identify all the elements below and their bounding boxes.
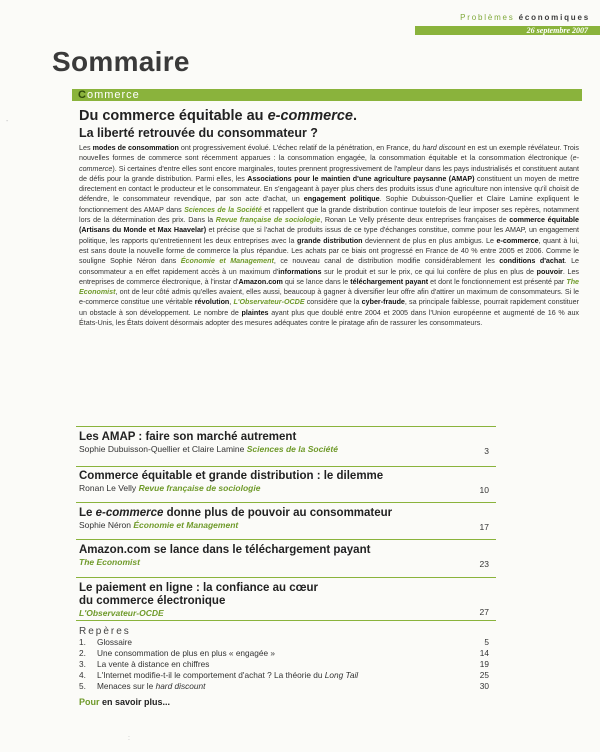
publication-header [460, 13, 590, 22]
article-title-line: du commerce électronique [79, 595, 226, 607]
article-title: Amazon.com se lance dans le téléchargement payant [79, 544, 371, 556]
article-byline: Sophie Néron Économie et Management [79, 520, 239, 530]
article-byline: Ronan Le Velly Revue française de sociologie [79, 483, 261, 493]
lede-title: Du commerce équitable au e-commerce. [79, 108, 358, 124]
lede-subtitle: La liberté retrouvée du consommateur ? [79, 126, 318, 140]
page-number: 27 [479, 607, 489, 617]
toc-entry[interactable] [79, 507, 489, 531]
page-number: 3 [484, 446, 489, 456]
page-number: 10 [479, 485, 489, 495]
divider [76, 426, 496, 427]
issue-date: 26 septembre 2007 [526, 26, 588, 35]
article-byline: L'Observateur-OCDE [79, 608, 164, 618]
list-item[interactable]: 3. La vente à distance en chiffres 19 [79, 658, 489, 669]
divider [76, 502, 496, 503]
article-title-line: Le paiement en ligne : la confiance au cœur [79, 582, 318, 594]
lede-body: Les modes de consommation ont progressivement évolué. L'échec relatif de la pénétration, en France, du hard discount en est un exemple révélateur. Trois nouvelles formes de commerce sont récemment apparues : la consommation engagée, la consommation équitable et la consommation électronique (e-commerce). Si certaines d'entre elles sont encore marginales, toutes prennent progressivement de l'ampleur dans les pays industrialisés et constituent autant de défis pour la grande distribution. Parmi elles, les Associations pour le maintien d'une agriculture paysanne (AMAP) constituent un moyen de mettre directement en contact le producteur et le consommateur. En s'engageant à payer plus chers des produits issus d'une agriculture non intensive qu'il choisit de défendre, le consommateur revendique, par son acte d'achat, un engagement politique. Sophie Dubuisson-Quellier et Claire Lamine expliquent le fonctionnement des AMAP dans Sciences de la Société et rappellent que la grande distribution continue toutefois de leur imposer ses repères, notamment lors de la détermination des prix. Dans la Revue française de sociologie, Ronan Le Velly présente deux entreprises françaises de commerce équitable (Artisans du Monde et Max Haavelar) et précise que si l'achat de produits issus de ce type d'échanges constitue, comme pour les AMAP, un engagement politique, les rapports qu'entretiennent les deux entreprises avec la grande distribution deviennent de plus en plus ambigus. Le e-commerce, quant à lui, est sans doute la nouvelle forme de commerce la plus répandue. Les achats par ce biais ont progressé en France de 40 % entre 2005 et 2006. Comme le souligne Sophie Néron dans Économie et Management, ce nouveau canal de distribution modifie considérablement les conditions d'achat. Le consommateur a en effet rapidement accès à un maximum d'informations sur le produit et sur le prix, ce qui lui confère de plus en plus de pouvoir. Les entreprises de commerce électronique, à l'instar d'Amazon.com qui se lance dans le téléchargement payant et dont le fonctionnement est présenté par The Economist, ont de leur côté admis qu'elles avaient, elles aussi, beaucoup à gagner à diversifier leur offre afin d'attirer un maximum de consommateurs. Si le e-commerce constitue une véritable révolution, L'Observateur-OCDE considère que la cyber-fraude, sa principale faiblesse, pourrait rapidement constituer un obstacle à son développement. Le nombre de plaintes ayant plus que doublé entre 2004 et 2005 dans l'Union européenne et augmenté de 16 % aux États-Unis, les États doivent désormais adopter des mesures adéquates contre le piratage afin de rassurer les consommateurs. [79, 144, 580, 328]
scan-speck: - [6, 118, 9, 125]
list-item[interactable]: 5. Menaces sur le hard discount 30 [79, 680, 489, 691]
lede [79, 108, 579, 328]
page-number: 17 [479, 522, 489, 532]
article-title: Les AMAP : faire son marché autrement [79, 431, 297, 443]
list-item[interactable]: 4. L'Internet modifie-t-il le comportement d'achat ? La théorie du Long Tail 25 [79, 669, 489, 680]
more-info-link[interactable]: Pour en savoir plus... [79, 697, 171, 707]
toc-entry[interactable] [79, 582, 489, 619]
brand-main: économiques [518, 13, 590, 22]
article-byline: Sophie Dubuisson-Quellier et Claire Lamine Sciences de la Société [79, 444, 338, 454]
scan-speck: : [128, 735, 130, 742]
brand-prefix: Problèmes [460, 13, 515, 22]
section-label: ommerce [86, 89, 140, 101]
toc-entry[interactable] [79, 470, 489, 494]
divider [76, 539, 496, 540]
article-byline: The Economist [79, 557, 140, 567]
divider [76, 620, 496, 621]
toc-entry[interactable] [79, 431, 489, 455]
divider [76, 466, 496, 467]
page-number: 23 [479, 559, 489, 569]
list-item[interactable]: 1. Glossaire 5 [79, 637, 489, 647]
article-title: Le e-commerce donne plus de pouvoir au consommateur [79, 507, 393, 519]
section-band [72, 89, 582, 101]
page-title: Sommaire [52, 46, 190, 77]
list-item[interactable]: 2. Une consommation de plus en plus « engagée » 14 [79, 647, 489, 658]
section-initial: C [78, 89, 87, 101]
reperes-heading: Repères [79, 626, 131, 637]
divider [76, 577, 496, 578]
article-title: Commerce équitable et grande distribution : le dilemme [79, 470, 384, 482]
reperes-list [79, 637, 489, 692]
toc-entry[interactable] [79, 544, 489, 568]
